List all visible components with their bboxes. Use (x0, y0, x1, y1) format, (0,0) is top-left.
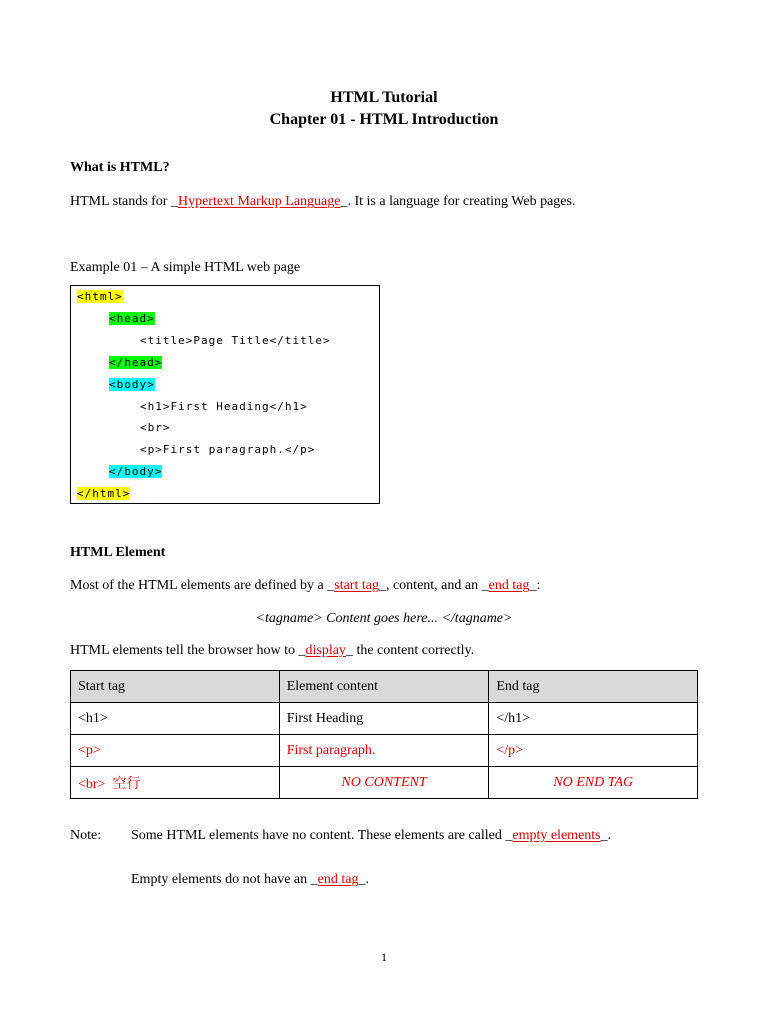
code-line (109, 378, 155, 392)
table-header-row (71, 671, 698, 703)
table-header-end-tag: End tag (489, 671, 698, 703)
code-line (109, 356, 162, 370)
table-cell: </p> (489, 735, 698, 767)
code-example-box (70, 285, 380, 504)
table-cell: NO END TAG (489, 767, 698, 799)
text-fragment: _. It is a language for creating Web pages. (340, 194, 576, 209)
table-cell: First paragraph. (279, 735, 489, 767)
code-line-p: <p>First paragraph.</p> (140, 443, 316, 456)
tag-syntax-example: <tagname> Content goes here... </tagname> (255, 611, 513, 626)
code-line (109, 465, 162, 479)
answer-end-tag: end tag (488, 578, 530, 593)
code-tag-body-close: </body> (109, 465, 163, 478)
text-fragment: HTML stands for _ (70, 194, 178, 209)
answer-empty-elements: empty elements (512, 828, 601, 843)
code-tag-html-close: </html> (77, 487, 131, 500)
example-caption: Example 01 – A simple HTML web page (70, 260, 301, 275)
note-sentence-2 (131, 872, 369, 888)
text-fragment: _. (358, 872, 369, 887)
code-tag-html-open: <html> (77, 290, 123, 303)
table-row (71, 767, 698, 799)
text-fragment: Empty elements do not have an _ (131, 872, 318, 887)
answer-end-tag-2: end tag (317, 872, 359, 887)
table-cell: First Heading (279, 703, 489, 735)
table-cell: <p> (71, 735, 280, 767)
code-line (77, 487, 130, 501)
text-fragment: Some HTML elements have no content. These elements are called _ (131, 828, 513, 843)
table-cell: <h1> (71, 703, 280, 735)
text-fragment: _: (529, 578, 541, 593)
section-heading-what-is-html: What is HTML? (70, 160, 170, 175)
display-sentence (70, 643, 474, 659)
text-fragment: HTML elements tell the browser how to _ (70, 643, 306, 658)
answer-start-tag: start tag (334, 578, 379, 593)
code-line (77, 290, 123, 304)
note-sentence-1 (131, 828, 611, 844)
document-title: HTML Tutorial (330, 89, 438, 106)
note-label: Note: (70, 828, 102, 843)
code-tag-head-close: </head> (109, 356, 163, 369)
text-fragment: _. (600, 828, 612, 843)
page-number: 1 (381, 950, 387, 964)
code-tag-body-open: <body> (109, 378, 155, 391)
table-cell: NO CONTENT (279, 767, 489, 799)
text-fragment: Most of the HTML elements are defined by a _ (70, 578, 335, 593)
code-line-title: <title>Page Title</title> (140, 334, 331, 347)
code-tag-head-open: <head> (109, 312, 155, 325)
table-cell: <br> 空行 (71, 767, 280, 799)
tag-table (70, 670, 698, 799)
answer-display: display (305, 643, 346, 658)
text-fragment: _, content, and an _ (378, 578, 489, 593)
table-cell: </h1> (489, 703, 698, 735)
element-definition-sentence (70, 578, 540, 594)
table-row (71, 703, 698, 735)
chapter-title: Chapter 01 - HTML Introduction (269, 111, 499, 128)
section-heading-html-element: HTML Element (70, 545, 166, 560)
code-line-h1: <h1>First Heading</h1> (140, 400, 308, 413)
table-header-start-tag: Start tag (71, 671, 280, 703)
table-header-element-content: Element content (279, 671, 489, 703)
html-definition-sentence (70, 194, 575, 210)
code-line (109, 312, 155, 326)
table-row (71, 735, 698, 767)
text-fragment: _ the content correctly. (345, 643, 475, 658)
answer-hypertext-markup-language: Hypertext Markup Language (177, 194, 341, 209)
code-line-br: <br> (140, 421, 171, 434)
